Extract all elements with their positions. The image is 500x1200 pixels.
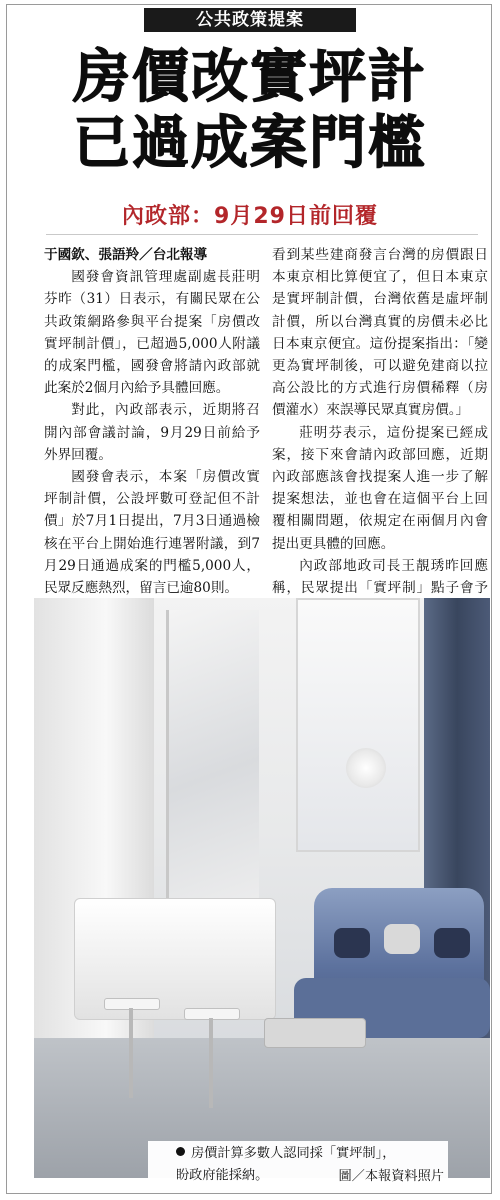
paragraph: 國發會表示，本案「房價改實坪制計價，公設坪數可登記但不計價」於7月1日提出，7月3日通過檢核在平台上開始進行連署附議，到7月29日通過成案的門檻5,000人，民眾反應熱烈，留言已逾80則。 (44, 469, 260, 597)
paragraph: 對此，內政部表示，近期將召開內部會議討論，9月29日前給予外界回覆。 (44, 402, 260, 463)
photo-coffee-table (264, 1018, 366, 1048)
paragraph: 莊明芬表示，這份提案已經成案，接下來會請內政部回應，近期內政部應該會找提案人進一步了解提案想法，並也會在這個平台上回覆相關問題，依規定在兩個月內會提出更具體的回應。 (272, 424, 488, 552)
photo-pendant-lamp (346, 748, 386, 788)
photo-cushion (434, 928, 470, 958)
paragraph: 國發會資訊管理處副處長莊明芬昨（31）日表示，有關民眾在公共政策網路參與平台提案「房價改實坪制計價」，已超過5,000人附議的成案門檻，國發會將請內政部就此案於2個月內給予具體回應。 (44, 269, 260, 397)
headline-line-2: 已過成案門檻 (73, 110, 427, 176)
byline: 于國欽、張語羚／台北報導 (44, 247, 208, 263)
photo-cushion (384, 924, 420, 954)
section-label: 公共政策提案 (144, 8, 356, 32)
photo-bar-stool-leg (209, 1018, 213, 1108)
divider (46, 234, 478, 235)
interior-photo (34, 598, 490, 1178)
photo-cushion (334, 928, 370, 958)
headline-line-1: 房價改實坪計 (73, 44, 427, 110)
bullet-icon (176, 1147, 185, 1156)
photo-marble-panel (166, 610, 259, 940)
caption-line-1: 房價計算多數人認同採「實坪制」， (191, 1146, 396, 1161)
photo-bar-stool-leg (129, 1008, 133, 1098)
caption-line-2: 盼政府能採納。 (176, 1168, 269, 1183)
photo-credit: 圖／本報資料照片 (338, 1169, 444, 1184)
subheadline: 內政部：9月29日前回覆 (122, 204, 378, 229)
paragraph: 看到某些建商發言台灣的房價跟日本東京相比算便宜了，但日本東京是實坪制計價，台灣依舊是虛坪制計價，所以台灣真實的房價未必比日本東京便宜。這份提案指出：「變更為實坪制後，可以避免建商以拉高公設比的方式進行房價稀釋（房價灌水）來誤導民眾真實房價。」 (272, 247, 488, 419)
photo-window (296, 598, 420, 852)
paragraph: 內政部地政司長王靚琇昨回應稱，民眾提出「實坪制」點子會予 (272, 557, 488, 597)
